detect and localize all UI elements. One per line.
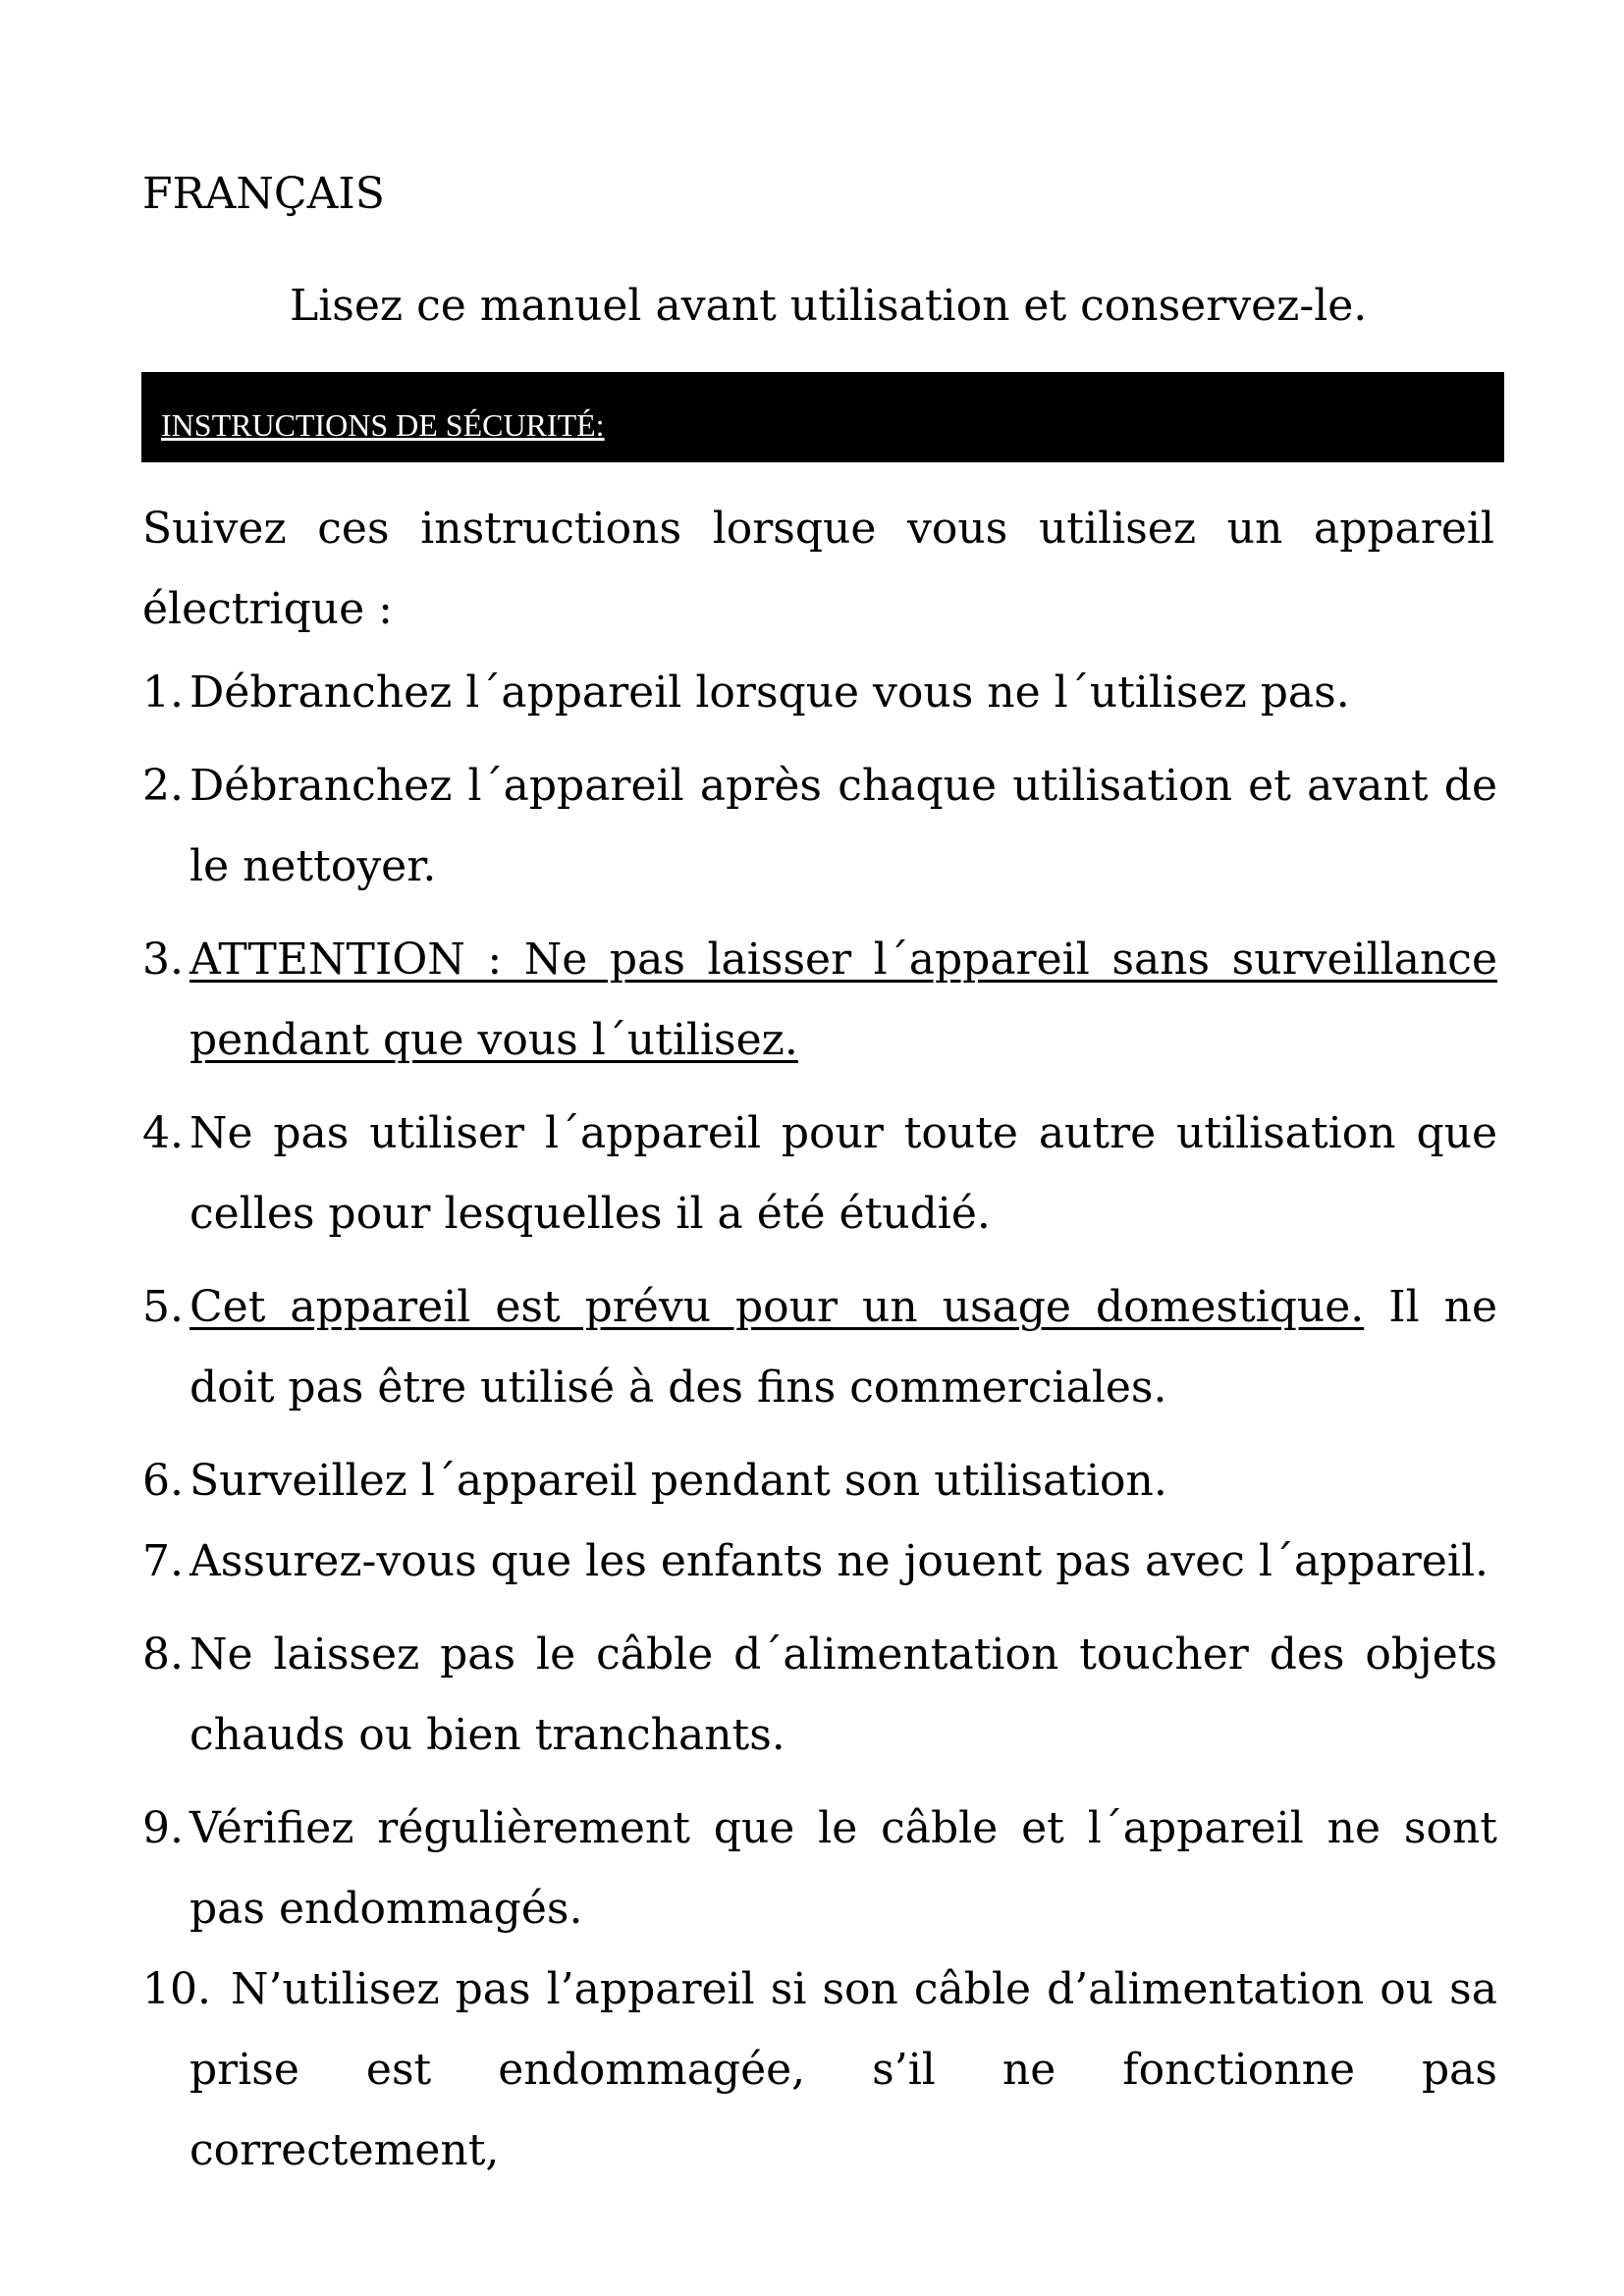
item-number: 7.: [142, 1536, 184, 1586]
safety-banner-label: INSTRUCTIONS DE SÉCURITÉ:: [161, 407, 605, 443]
item-text: Débranchez l´appareil lorsque vous ne l´utilisez pas.: [189, 667, 1350, 718]
item-number: 10.: [142, 1964, 211, 2014]
list-item: [142, 1789, 1497, 1949]
list-item: [142, 1522, 1497, 1602]
item-number: 5.: [142, 1282, 184, 1332]
list-item: [142, 1094, 1497, 1255]
item-text: Ne laissez pas le câble d´alimentation toucher des objets chauds ou bien tranchants.: [189, 1629, 1497, 1760]
item-number: 9.: [142, 1803, 184, 1853]
list-item: [142, 920, 1497, 1081]
item-text: Surveillez l´appareil pendant son utilisation.: [189, 1456, 1167, 1506]
lead-paragraph: Suivez ces instructions lorsque vous utilisez un appareil électrique :: [142, 504, 1494, 634]
intro-text: Lisez ce manuel avant utilisation et conservez-le.: [290, 281, 1368, 331]
item-number: 3.: [142, 934, 184, 985]
safety-list: [142, 653, 1497, 2204]
language-heading: FRANÇAIS: [142, 169, 385, 219]
item-text: Débranchez l´appareil après chaque utilisation et avant de le nettoyer.: [189, 761, 1497, 891]
item-number: 1.: [142, 667, 184, 718]
item-text: N’utilisez pas l’appareil si son câble d’alimentation ou sa prise est endommagée, s’il ne fonctionne pas correctement,: [189, 1964, 1497, 2175]
list-item: [142, 1441, 1497, 1522]
item-text: Assurez-vous que les enfants ne jouent pas avec l´appareil.: [189, 1536, 1489, 1586]
item-warning-text: ATTENTION : Ne pas laisser l´appareil sans surveillance pendant que vous l´utilisez.: [189, 934, 1497, 1065]
item-text: Il ne doit pas être utilisé à des fins commerciales.: [189, 1282, 1497, 1413]
list-item: [142, 1267, 1497, 1428]
item-emphasis-text: Cet appareil est prévu pour un usage domestique.: [189, 1282, 1365, 1332]
item-number: 4.: [142, 1108, 184, 1158]
list-item: [142, 1949, 1497, 2191]
item-number: 8.: [142, 1629, 184, 1680]
item-number: 2.: [142, 761, 184, 811]
item-text: Vérifiez régulièrement que le câble et l´appareil ne sont pas endommagés.: [189, 1803, 1497, 1934]
item-number: 6.: [142, 1456, 184, 1506]
list-item: [142, 746, 1497, 907]
safety-banner: [141, 372, 1504, 462]
list-item: [142, 1615, 1497, 1776]
list-item: [142, 653, 1497, 733]
item-text: Ne pas utiliser l´appareil pour toute autre utilisation que celles pour lesquelles il a été étudié.: [189, 1108, 1497, 1239]
